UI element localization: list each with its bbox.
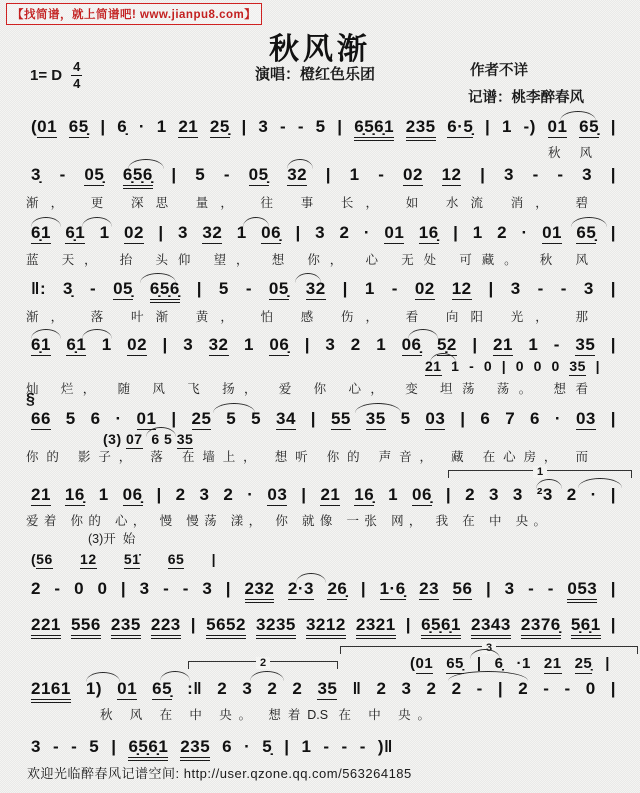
lyrics-line-1: 秋 风	[548, 146, 592, 160]
slur-arc	[355, 403, 401, 413]
key-label: 1= D	[30, 66, 63, 84]
time-signature-denominator: 4	[73, 75, 81, 91]
pickup-phrase: (56 12 51̇ 65 |	[31, 551, 217, 567]
segno-mark: §	[26, 391, 35, 408]
author-credit: 作者不详	[470, 63, 528, 79]
slur-arc	[250, 671, 284, 681]
notation-line-4: ‖: 3̣ - 05̣ 6̣5̣6̣ | 5 - 05̣ 32 | 1 - 02 12 | 3 - - 3 |	[31, 279, 616, 299]
lyrics-line-2: 渐， 更 深思 量， 往 事 长， 如 水流 消， 碧	[26, 196, 588, 210]
verse3-variant-lyric: (3)开 始	[88, 532, 136, 546]
slur-arc	[296, 573, 326, 583]
verse3-variant-notes: (3) 07 6 5 35	[103, 431, 194, 447]
slur-arc	[408, 329, 438, 339]
second-ending-bracket	[188, 657, 338, 669]
slur-arc	[243, 217, 269, 227]
slur-arc	[295, 273, 321, 283]
slur-arc	[31, 329, 61, 339]
slur-arc	[578, 478, 622, 488]
ossia-line-5: 21 1 - 0 | 0 0 0 35 |	[425, 358, 600, 374]
song-title: 秋风渐	[269, 33, 371, 66]
slur-arc	[571, 217, 607, 227]
first-ending-label: 1	[533, 466, 547, 478]
slur-arc	[213, 403, 255, 413]
slur-arc	[82, 217, 112, 227]
slur-arc	[140, 273, 176, 283]
transcriber-credit: 记谱：桃李醉春风	[468, 90, 584, 106]
slur-arc	[560, 111, 596, 121]
first-ending-bracket	[448, 466, 632, 478]
notation-line-11: 3 - - 5 | 6̣5̣6̣1 235 6 · 5̣ | 1 - - - )‖	[31, 737, 393, 757]
ossia-line-10: (01 65̣ | 6̣ ·1 21 25̣ |	[410, 655, 611, 672]
notation-line-5: 6̣1 6̣1 1 02 | 3 32 1 06̣ | 3 2 1 06̣ 5̣2 | 21 1 - 35 |	[31, 335, 617, 354]
key-signature	[30, 60, 82, 90]
time-signature-numerator: 4	[73, 59, 81, 74]
notation-line-8: 2 - 0 0 | 3 - - 3 | 232 2·3 26̣ | 1·6̣ 23 56 | 3 - - 053 |	[31, 579, 616, 599]
notation-line-1: (01 65̣ | 6̣ · 1 21 25̣ | 3 - - 5 | 6̣5̣6̣1 235 6·5̣ | 1 -) 01 65̣ |	[31, 117, 616, 137]
slur-arc	[86, 672, 120, 682]
slur-arc	[128, 159, 164, 169]
third-ending-label: 3	[482, 642, 496, 654]
performer-credit: 演唱：橙红色乐团	[255, 66, 376, 83]
notation-line-10: 2161 1) 01 65̣ :‖ 2 3 2 2 35 ‖ 2 3 2 2 - | 2 - - 0 |	[31, 679, 616, 699]
slur-arc	[287, 159, 313, 169]
lyrics-line-7: 爱着 你的 心， 慢 慢荡 漾， 你 就像 一张 网， 我 在 中 央。	[26, 514, 546, 528]
slur-arc	[160, 671, 190, 681]
slur-arc	[536, 479, 562, 489]
second-ending-label: 2	[256, 657, 270, 669]
notation-line-2: 3̣ - 05̣ 6̣5̣6̣ | 5 - 05̣ 32 | 1 - 02 12 | 3 - - 3 |	[31, 165, 616, 185]
notation-line-7: 21 16̣ 1 06̣ | 2 3 2 · 03 | 21 16̣ 1 06̣ | 2 3 3 ²3 2 · |	[31, 485, 617, 504]
slur-arc	[82, 329, 112, 339]
site-banner: 【找简谱，就上简谱吧! www.jianpu8.com】	[6, 3, 262, 25]
notation-line-9: 221 556 235 223 | 5652 3235 3212 2321 | 6̣5̣6̣1 2343 2376̣ 5̣6̣1 |	[31, 615, 616, 635]
lyrics-line-4: 渐， 落 叶渐 黄， 怕 感 伤， 看 向阳 光， 那	[26, 310, 588, 324]
time-signature	[71, 60, 82, 90]
lyrics-line-6: 你的 影子， 落 在墙上， 想听 你的 声音， 藏 在心房， 而	[26, 450, 588, 464]
lyrics-line-10: 秋 风 在 中 央。 想着D.S 在 中 央。	[100, 708, 430, 722]
slur-arc	[31, 217, 61, 227]
notation-line-3: 6̣1 6̣1 1 02 | 3 32 1 06̣ | 3 2 · 01 16̣ | 1 2 · 01 65̣ |	[31, 223, 616, 242]
notation-line-6: 66 5 6 · 01 | 25 5 5 34 | 55 35 5 03 | 6 7 6 · 03 |	[31, 409, 617, 428]
lyrics-line-3: 蓝 天， 抬 头仰 望， 想 你， 心 无处 可藏。 秋 风	[26, 253, 588, 267]
footer-note: 欢迎光临醉春风记谱空间: http://user.qzone.qq.com/563264185	[27, 766, 412, 781]
lyrics-line-5: 灿 烂， 随 风 飞 扬， 爱 你 心， 变 坦荡 荡。 想看	[26, 382, 588, 396]
